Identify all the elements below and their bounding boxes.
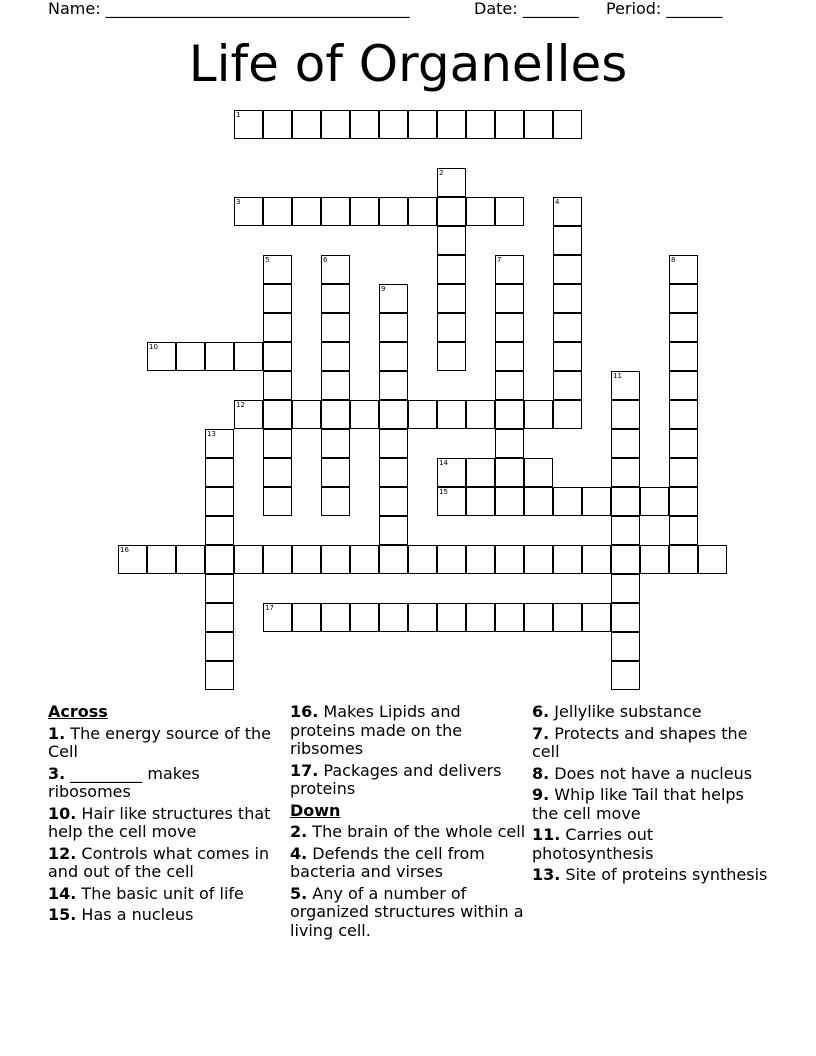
crossword-cell[interactable]	[495, 371, 524, 400]
crossword-cell[interactable]	[321, 458, 350, 487]
crossword-cell[interactable]	[611, 603, 640, 632]
crossword-cell[interactable]	[437, 400, 466, 429]
crossword-cell[interactable]	[466, 487, 495, 516]
crossword-cell[interactable]	[350, 110, 379, 139]
crossword-cell[interactable]	[495, 313, 524, 342]
clue-item-text: Defends the cell from bacteria and virses	[290, 843, 485, 881]
crossword-cell[interactable]	[495, 603, 524, 632]
crossword-cell[interactable]	[437, 168, 466, 197]
crossword-cell[interactable]	[437, 197, 466, 226]
crossword-cell[interactable]	[524, 400, 553, 429]
crossword-cell[interactable]	[437, 284, 466, 313]
down-heading: Down	[290, 800, 341, 820]
crossword-cell[interactable]	[553, 110, 582, 139]
clue-number: 12	[236, 401, 245, 409]
crossword-cell[interactable]	[611, 487, 640, 516]
clue-item	[48, 845, 278, 882]
crossword-cell[interactable]	[379, 400, 408, 429]
crossword-cell[interactable]	[321, 487, 350, 516]
crossword-cell[interactable]	[205, 661, 234, 690]
clue-item	[532, 765, 768, 784]
crossword-cell[interactable]	[263, 545, 292, 574]
clue-item	[48, 725, 278, 762]
crossword-cell[interactable]	[553, 255, 582, 284]
clue-number: 1	[236, 111, 241, 119]
crossword-cell[interactable]	[379, 516, 408, 545]
crossword-cell[interactable]	[524, 603, 553, 632]
across-heading: Across	[48, 702, 108, 721]
across-clue-list-continued	[290, 703, 526, 799]
crossword-cell[interactable]	[553, 371, 582, 400]
crossword-cell[interactable]	[379, 429, 408, 458]
crossword-cell[interactable]	[553, 284, 582, 313]
crossword-cell[interactable]	[553, 603, 582, 632]
crossword-cell[interactable]	[669, 342, 698, 371]
period-field[interactable]: Period: _______	[606, 0, 723, 18]
crossword-cell[interactable]	[292, 603, 321, 632]
crossword-cell[interactable]	[176, 342, 205, 371]
clue-item-number: 11.	[532, 825, 561, 844]
clue-item-text: Jellylike substance	[549, 702, 702, 721]
crossword-cell[interactable]	[263, 197, 292, 226]
clue-number: 4	[555, 198, 560, 206]
crossword-cell[interactable]	[524, 110, 553, 139]
crossword-cell[interactable]	[437, 110, 466, 139]
crossword-cell[interactable]	[466, 458, 495, 487]
crossword-cell[interactable]	[437, 545, 466, 574]
crossword-cell[interactable]	[495, 400, 524, 429]
crossword-cell[interactable]	[437, 342, 466, 371]
crossword-cell[interactable]	[466, 110, 495, 139]
clue-item-number: 1.	[48, 723, 66, 743]
crossword-cell[interactable]	[205, 632, 234, 661]
crossword-cell[interactable]	[495, 255, 524, 284]
crossword-cell[interactable]	[263, 284, 292, 313]
clue-number: 9	[381, 285, 386, 293]
clue-number: 8	[671, 256, 676, 264]
crossword-cell[interactable]	[437, 226, 466, 255]
clue-item-text: Any of a number of organized structures within a living cell.	[290, 883, 524, 940]
crossword-cell[interactable]	[553, 226, 582, 255]
clue-item-text: The brain of the whole cell	[307, 822, 526, 841]
clue-number: 13	[207, 430, 216, 438]
clue-item-number: 17.	[290, 760, 319, 780]
clue-item-text: Site of proteins synthesis	[560, 865, 768, 884]
crossword-cell[interactable]	[321, 255, 350, 284]
crossword-cell[interactable]	[669, 371, 698, 400]
down-clue-list-continued	[532, 703, 768, 885]
clue-column-2	[290, 703, 526, 943]
clue-item-number: 4.	[290, 843, 308, 863]
crossword-cell[interactable]	[379, 545, 408, 574]
crossword-cell[interactable]	[234, 400, 263, 429]
clue-number: 17	[265, 604, 274, 612]
crossword-cell[interactable]	[495, 110, 524, 139]
clue-column-3	[532, 703, 768, 888]
crossword-cell[interactable]	[611, 574, 640, 603]
crossword-cell[interactable]	[263, 429, 292, 458]
clue-item-number: 2.	[290, 822, 308, 841]
crossword-cell[interactable]	[321, 110, 350, 139]
crossword-cell[interactable]	[495, 429, 524, 458]
crossword-cell[interactable]	[321, 429, 350, 458]
crossword-cell[interactable]	[582, 603, 611, 632]
crossword-cell[interactable]	[263, 313, 292, 342]
clue-item-text: Hair like structures that help the cell move	[48, 803, 271, 841]
clue-item-text: Carries out photosynthesis	[532, 825, 654, 863]
clue-number: 6	[323, 256, 328, 264]
clue-item	[48, 805, 278, 842]
clue-item	[290, 703, 526, 759]
clue-item-number: 5.	[290, 883, 308, 903]
crossword-cell[interactable]	[553, 342, 582, 371]
crossword-cell[interactable]	[669, 400, 698, 429]
clue-item-text: Makes Lipids and proteins made on the ribsomes	[290, 702, 463, 758]
crossword-cell[interactable]	[205, 516, 234, 545]
clue-item	[48, 765, 278, 802]
crossword-cell[interactable]	[466, 400, 495, 429]
crossword-cell[interactable]	[321, 342, 350, 371]
crossword-cell[interactable]	[669, 516, 698, 545]
crossword-cell[interactable]	[669, 487, 698, 516]
crossword-cell[interactable]	[292, 400, 321, 429]
crossword-cell[interactable]	[321, 197, 350, 226]
crossword-cell[interactable]	[234, 197, 263, 226]
down-clue-list	[290, 823, 526, 940]
crossword-cell[interactable]	[263, 342, 292, 371]
clue-number: 10	[149, 343, 158, 351]
crossword-cell[interactable]	[205, 458, 234, 487]
crossword-cell[interactable]	[495, 342, 524, 371]
across-clue-list	[48, 725, 278, 925]
crossword-cell[interactable]	[495, 458, 524, 487]
crossword-cell[interactable]	[408, 400, 437, 429]
clue-number: 15	[439, 488, 448, 496]
crossword-cell[interactable]	[379, 284, 408, 313]
crossword-cell[interactable]	[669, 458, 698, 487]
crossword-cell[interactable]	[263, 255, 292, 284]
crossword-cell[interactable]	[466, 545, 495, 574]
crossword-cell[interactable]	[350, 545, 379, 574]
crossword-cell[interactable]	[379, 603, 408, 632]
crossword-cell[interactable]	[669, 429, 698, 458]
clue-item-number: 15.	[48, 905, 77, 924]
crossword-cell[interactable]	[205, 574, 234, 603]
clue-item-number: 12.	[48, 843, 77, 863]
crossword-cell[interactable]	[495, 487, 524, 516]
crossword-cell[interactable]	[292, 545, 321, 574]
crossword-cell[interactable]	[611, 516, 640, 545]
clue-item	[290, 885, 526, 941]
clue-item-text: Whip like Tail that helps the cell move	[532, 785, 744, 823]
crossword-cell[interactable]	[669, 545, 698, 574]
crossword-cell[interactable]	[263, 487, 292, 516]
crossword-cell[interactable]	[263, 458, 292, 487]
name-field[interactable]: Name: ______________________________________	[48, 0, 410, 18]
clue-item-text: The energy source of the Cell	[48, 723, 271, 761]
clue-item-text: The basic unit of life	[76, 883, 244, 903]
clue-item-number: 8.	[532, 763, 550, 783]
clue-item	[532, 826, 768, 863]
clue-number: 2	[439, 169, 444, 177]
crossword-cell[interactable]	[611, 371, 640, 400]
clue-number: 3	[236, 198, 241, 206]
crossword-cell[interactable]	[669, 255, 698, 284]
clue-number: 5	[265, 256, 270, 264]
crossword-cell[interactable]	[321, 603, 350, 632]
crossword-cell[interactable]	[611, 458, 640, 487]
page-title: Life of Organelles	[188, 35, 628, 93]
crossword-cell[interactable]	[350, 197, 379, 226]
crossword-cell[interactable]	[611, 661, 640, 690]
crossword-cell[interactable]	[205, 342, 234, 371]
crossword-cell[interactable]	[292, 110, 321, 139]
crossword-cell[interactable]	[379, 110, 408, 139]
crossword-cell[interactable]	[582, 545, 611, 574]
crossword-cell[interactable]	[379, 313, 408, 342]
crossword-cell[interactable]	[321, 371, 350, 400]
crossword-cell[interactable]	[611, 400, 640, 429]
crossword-cell[interactable]	[321, 400, 350, 429]
clue-item	[532, 703, 768, 722]
crossword-cell[interactable]	[582, 487, 611, 516]
clue-item-text: Has a nucleus	[76, 905, 194, 924]
date-field[interactable]: Date: _______	[474, 0, 579, 18]
crossword-cell[interactable]	[611, 632, 640, 661]
crossword-cell[interactable]	[553, 197, 582, 226]
crossword-cell[interactable]	[147, 545, 176, 574]
crossword-cell[interactable]	[640, 487, 669, 516]
clue-item-number: 9.	[532, 785, 550, 804]
clue-item-number: 10.	[48, 803, 77, 823]
crossword-cell[interactable]	[379, 458, 408, 487]
crossword-cell[interactable]	[524, 487, 553, 516]
crossword-cell[interactable]	[205, 603, 234, 632]
crossword-cell[interactable]	[379, 197, 408, 226]
crossword-cell[interactable]	[205, 487, 234, 516]
crossword-cell[interactable]	[234, 342, 263, 371]
clue-item-number: 6.	[532, 702, 550, 721]
crossword-cell[interactable]	[408, 545, 437, 574]
crossword-cell[interactable]	[205, 429, 234, 458]
crossword-cell[interactable]	[408, 603, 437, 632]
crossword-cell[interactable]	[408, 110, 437, 139]
crossword-cell[interactable]	[553, 487, 582, 516]
crossword-cell[interactable]	[553, 400, 582, 429]
crossword-cell[interactable]	[321, 284, 350, 313]
crossword-cell[interactable]	[350, 603, 379, 632]
crossword-cell[interactable]	[408, 197, 437, 226]
crossword-cell[interactable]	[495, 197, 524, 226]
clue-item-number: 13.	[532, 865, 561, 884]
clue-item	[48, 906, 278, 925]
clue-item-text: Protects and shapes the cell	[532, 723, 748, 761]
crossword-cell[interactable]	[379, 342, 408, 371]
crossword-cell[interactable]	[640, 545, 669, 574]
crossword-cell[interactable]	[263, 603, 292, 632]
crossword-cell[interactable]	[321, 313, 350, 342]
crossword-cell[interactable]	[611, 429, 640, 458]
crossword-cell[interactable]	[263, 400, 292, 429]
crossword-cell[interactable]	[611, 545, 640, 574]
clue-item	[532, 866, 768, 885]
crossword-cell[interactable]	[553, 545, 582, 574]
crossword-cell[interactable]	[466, 197, 495, 226]
crossword-cell[interactable]	[466, 603, 495, 632]
clue-column-1	[48, 703, 278, 928]
clue-item	[48, 885, 278, 904]
crossword-cell[interactable]	[321, 545, 350, 574]
clue-item	[290, 845, 526, 882]
crossword-cell[interactable]	[379, 487, 408, 516]
clue-number: 16	[120, 546, 129, 554]
clue-item-number: 14.	[48, 883, 77, 903]
crossword-cell[interactable]	[379, 371, 408, 400]
clue-item-number: 7.	[532, 723, 550, 743]
crossword-cell[interactable]	[698, 545, 727, 574]
crossword-cell[interactable]	[669, 284, 698, 313]
crossword-cell[interactable]	[437, 458, 466, 487]
clue-item-text: _________ makes ribosomes	[48, 763, 200, 801]
crossword-cell[interactable]	[350, 400, 379, 429]
clue-number: 7	[497, 256, 502, 264]
crossword-cell[interactable]	[234, 110, 263, 139]
crossword-cell[interactable]	[437, 603, 466, 632]
clue-number: 11	[613, 372, 622, 380]
clue-item-text: Does not have a nucleus	[549, 763, 753, 783]
crossword-cell[interactable]	[292, 197, 321, 226]
crossword-cell[interactable]	[524, 545, 553, 574]
clue-number: 14	[439, 459, 448, 467]
crossword-cell[interactable]	[437, 487, 466, 516]
clue-item-text: Controls what comes in and out of the cell	[48, 843, 270, 881]
crossword-cell[interactable]	[118, 545, 147, 574]
clue-item	[532, 786, 768, 823]
crossword-cell[interactable]	[176, 545, 205, 574]
crossword-cell[interactable]	[234, 545, 263, 574]
crossword-cell[interactable]	[205, 545, 234, 574]
clue-item-text: Packages and delivers proteins	[290, 760, 502, 798]
crossword-cell[interactable]	[263, 110, 292, 139]
crossword-cell[interactable]	[437, 313, 466, 342]
crossword-cell[interactable]	[263, 371, 292, 400]
crossword-cell[interactable]	[495, 545, 524, 574]
clue-item	[532, 725, 768, 762]
clue-item	[290, 762, 526, 799]
crossword-cell[interactable]	[495, 284, 524, 313]
crossword-cell[interactable]	[437, 255, 466, 284]
crossword-cell[interactable]	[147, 342, 176, 371]
crossword-cell[interactable]	[553, 313, 582, 342]
crossword-cell[interactable]	[669, 313, 698, 342]
clue-item-number: 3.	[48, 763, 66, 783]
clue-item	[290, 823, 526, 842]
crossword-cell[interactable]	[524, 458, 553, 487]
clue-item-number: 16.	[290, 702, 319, 721]
